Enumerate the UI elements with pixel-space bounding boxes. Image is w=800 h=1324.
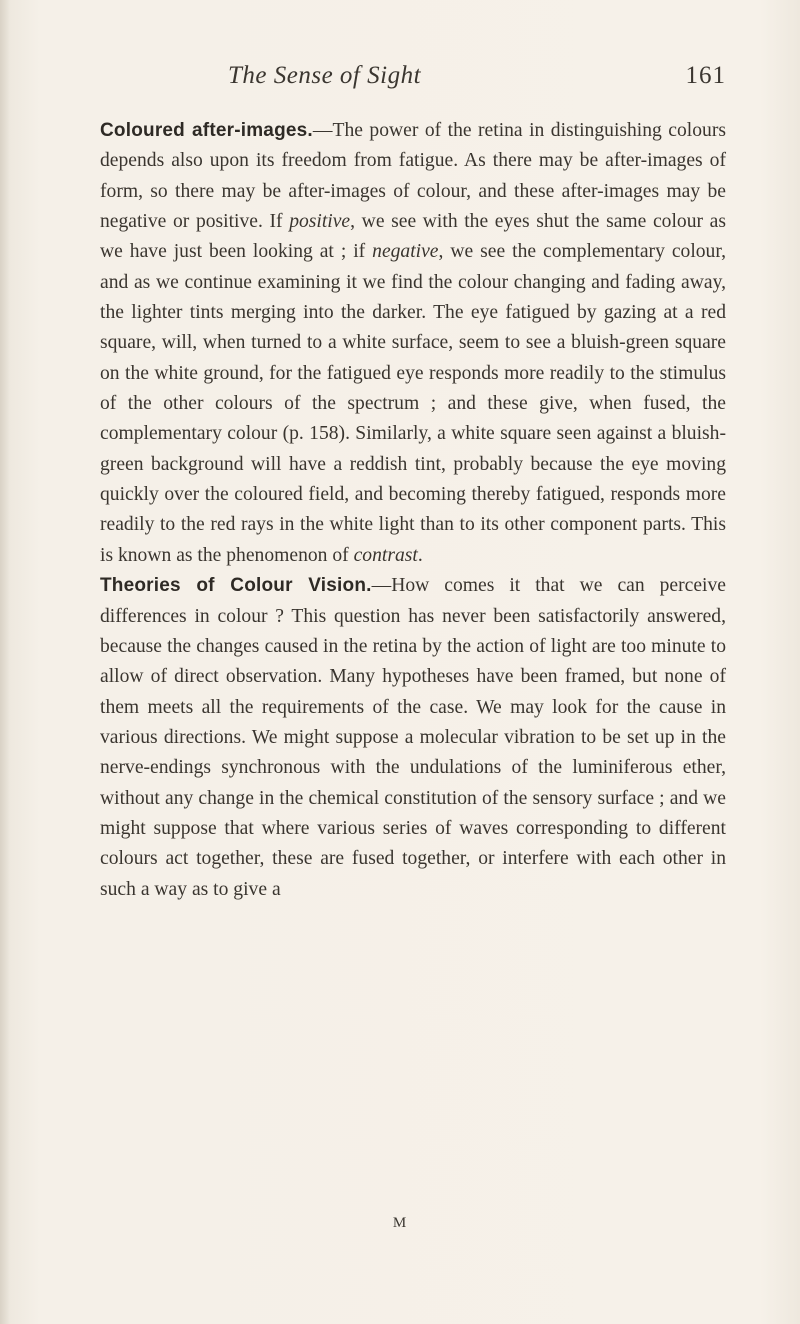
page-spine-shadow — [0, 0, 10, 1324]
heading-dash: — — [312, 120, 333, 141]
body-text — [100, 116, 726, 905]
section-heading: Theories of Colour Vision. — [100, 575, 372, 597]
running-header — [100, 62, 726, 96]
text-run: How comes it that we can perceive differences in colour ? This question has never been satisfactorily answered, because the changes caused in the retina by the action of light are too minute to allow of direct observation. Many hypotheses have been framed, but none of them meets all the requirements of the case. We may look for the cause in various directions. We might suppose a molecular vibration to be set up in the nerve-endings synchronous with the undulations of the luminiferous ether, without any change in the chemical constitution of the sensory surface ; and we might suppose that where various series of waves corresponding to different colours act together, these are fused together, or interfere with each other in such a way as to give a — [100, 575, 726, 900]
paragraph-theories-colour-vision — [100, 571, 726, 905]
heading-dash: — — [371, 575, 392, 597]
paragraph-text — [100, 575, 726, 899]
paragraph-text — [100, 120, 726, 566]
paragraph-coloured-after-images — [100, 116, 726, 571]
italic-term: contrast — [353, 544, 418, 566]
text-run: The power of the retina in distinguishing colours depends also upon its freedom from fatigue. As there may be after-images of form, so there may be after-images of colour, and these after-images may be negative or positive. If — [100, 120, 726, 233]
signature-mark: M — [392, 1215, 408, 1231]
italic-term: negative — [372, 241, 439, 263]
running-title: The Sense of Sight — [228, 62, 422, 89]
text-run: , we see with the eyes shut the same colour as we have just been looking at ; if — [100, 211, 726, 263]
page-number: 161 — [685, 62, 726, 89]
section-heading: Coloured after-images. — [100, 120, 313, 141]
text-run: , we see the complementary colour, and as we continue examining it we find the colour changing and fading away, the lighter tints merging into the darker. The eye fatigued by gazing at a red square, will, when turned to a white surface, seem to see a bluish-green square on the white ground, for the fatigued eye responds more readily to the stimulus of the other colours of the spectrum ; and these give, when fused, the complementary colour (p. 158). Similarly, a white square seen against a bluish-green background will have a reddish tint, probably because the eye moving quickly over the coloured field, and becoming thereby fatigued, responds more readily to the red rays in the white light than to its other component parts. This is known as the phenomenon of — [100, 241, 726, 566]
italic-term: positive — [289, 211, 351, 233]
text-run: . — [417, 544, 423, 566]
